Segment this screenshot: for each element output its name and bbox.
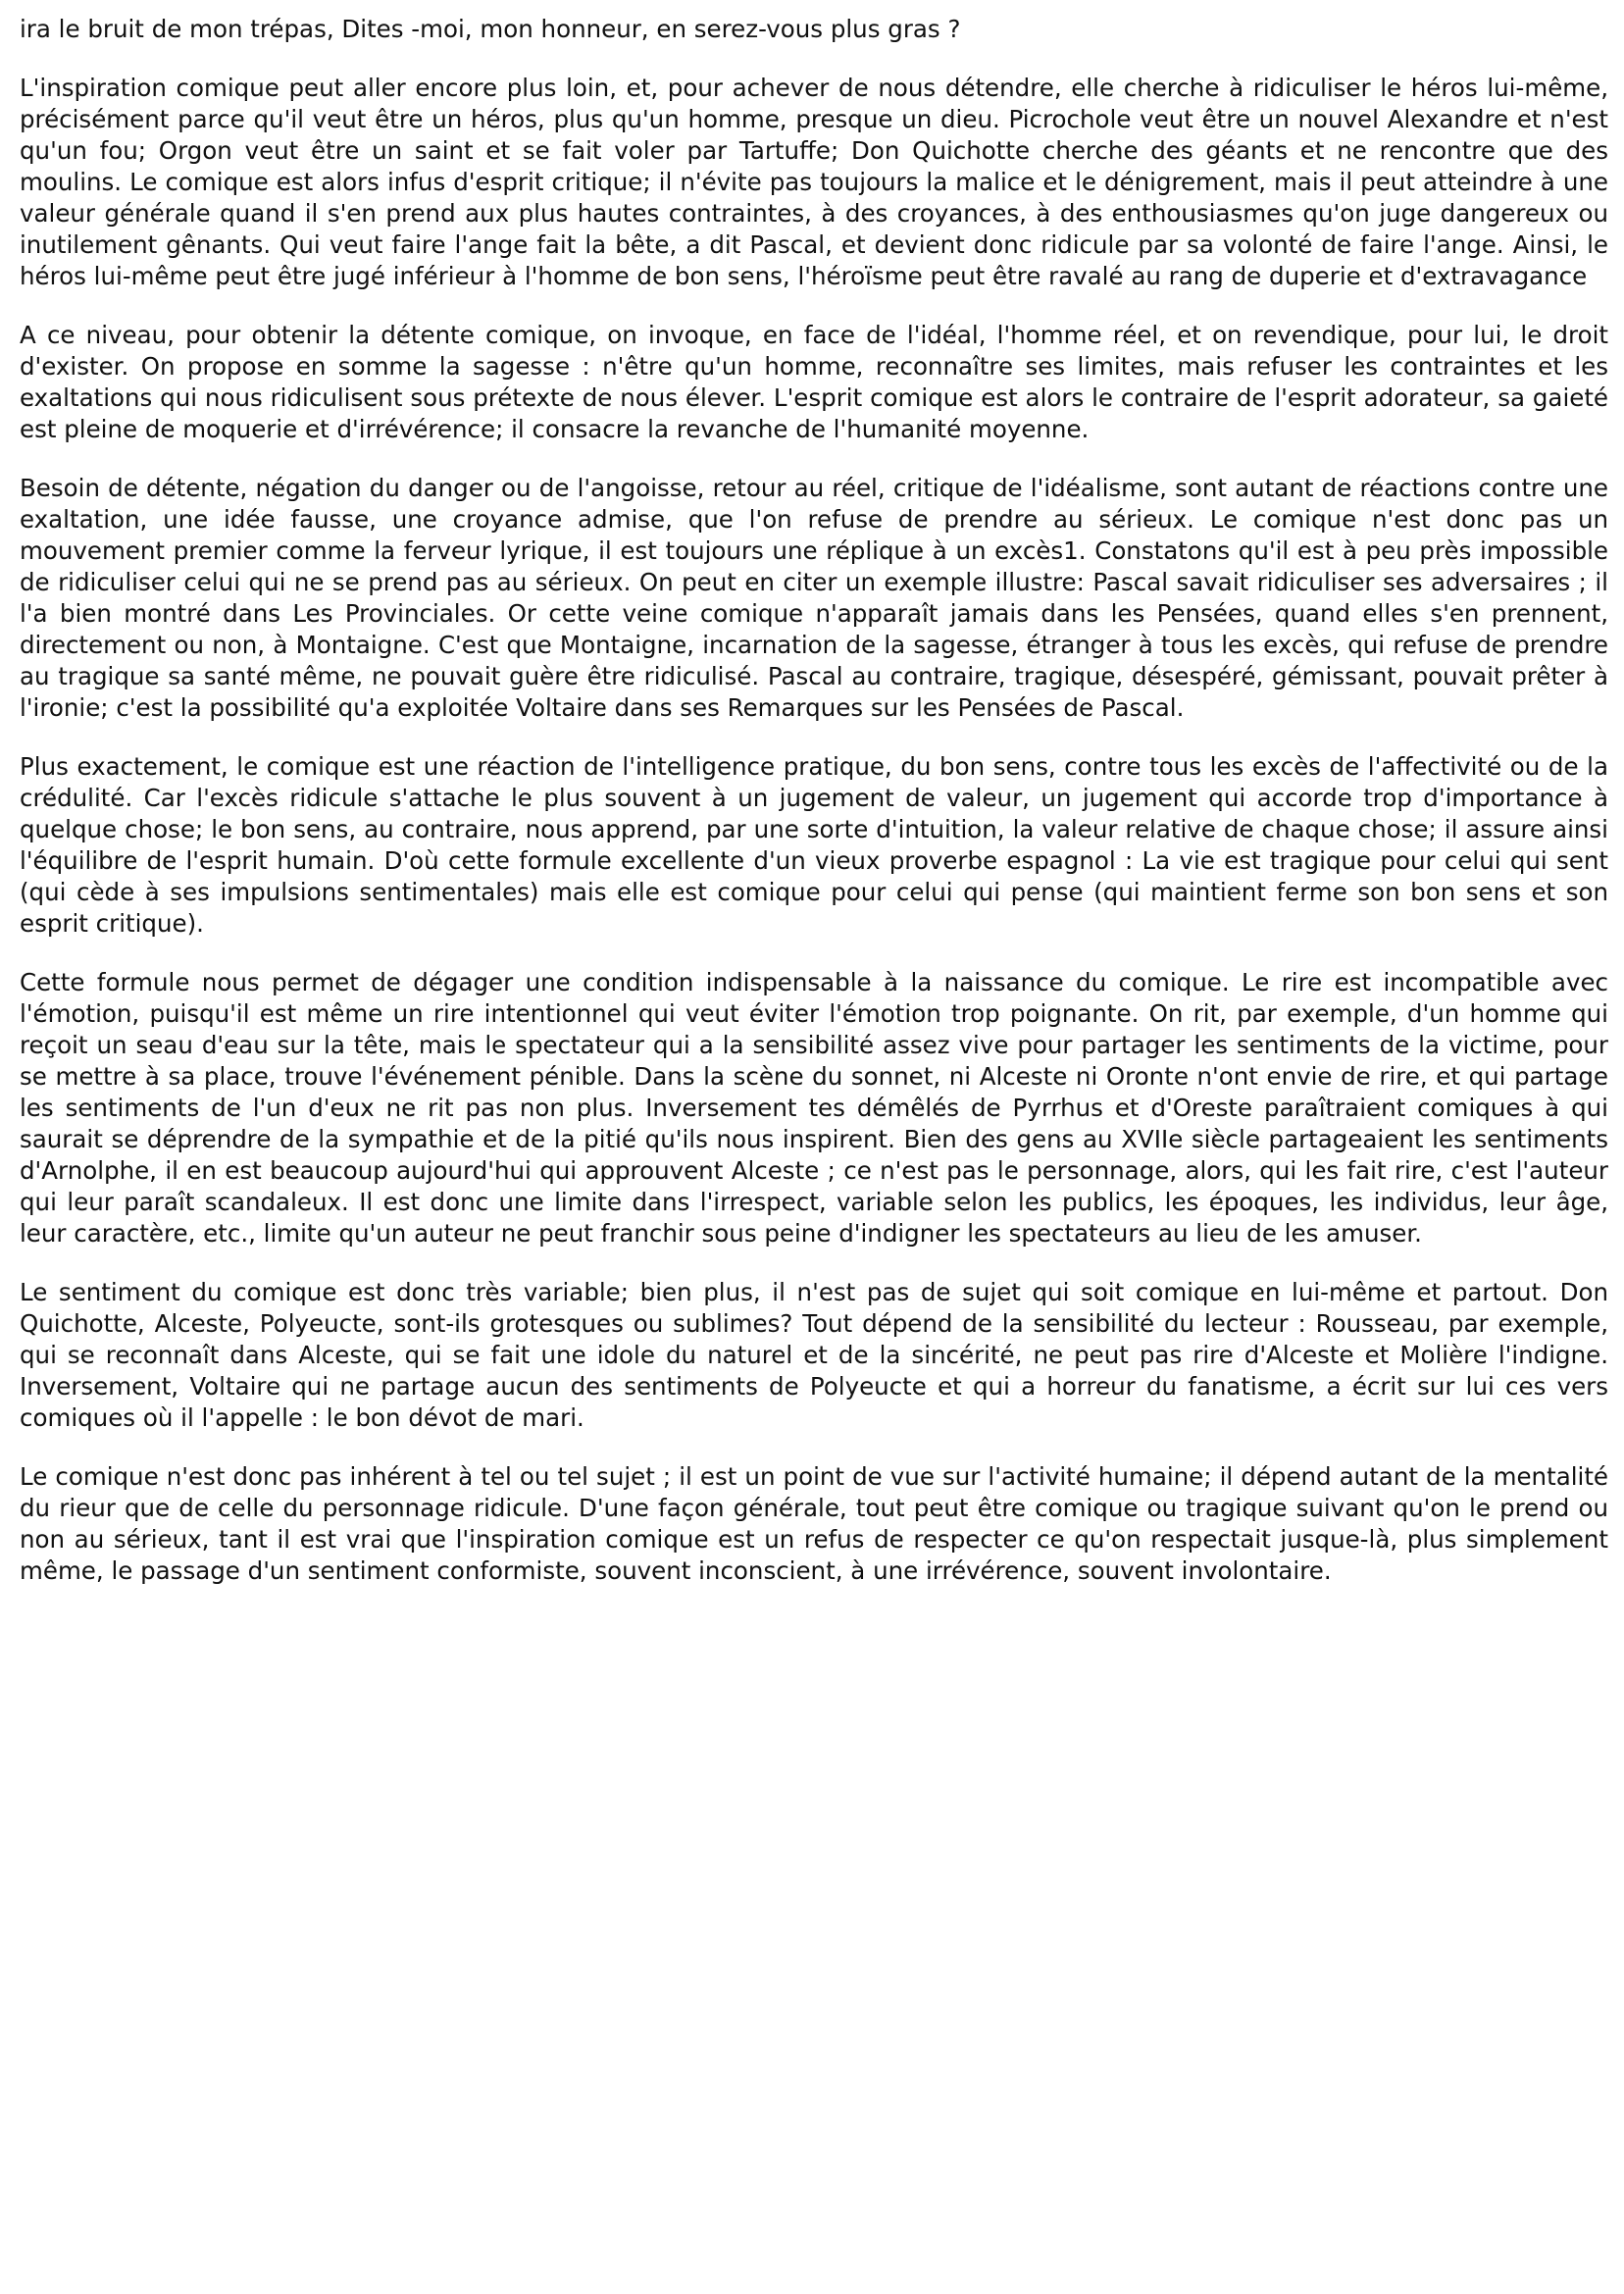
- paragraph-6: Cette formule nous permet de dégager une condition indispensable à la naissance du comique. Le rire est incompatible avec l'émotion, puisqu'il est même un rire intentionnel qui veut éviter l'émotion trop poignante. On rit, par exemple, d'un homme qui reçoit un seau d'eau sur la tête, mais le spectateur qui a la sensibilité assez vive pour partager les sentiments de la victime, pour se mettre à sa place, trouve l'événement pénible. Dans la scène du sonnet, ni Alceste ni Oronte n'ont envie de rire, et qui partage les sentiments de l'un d'eux ne rit pas non plus. Inversement tes démêlés de Pyrrhus et d'Oreste paraîtraient comiques à qui saurait se déprendre de la sympathie et de la pitié qu'ils nous inspirent. Bien des gens au XVIIe siècle partageaient les sentiments d'Arnolphe, il en est beaucoup aujourd'hui qui approuvent Alceste ; ce n'est pas le personnage, alors, qui les fait rire, c'est l'auteur qui leur paraît scandaleux. Il est donc une limite dans l'irrespect, variable selon les publics, les époques, les individus, leur âge, leur caractère, etc., limite qu'un auteur ne peut franchir sous peine d'indigner les spectateurs au lieu de les amuser.: [20, 968, 1608, 1248]
- paragraph-7: Le sentiment du comique est donc très variable; bien plus, il n'est pas de sujet qui soit comique en lui-même et partout. Don Quichotte, Alceste, Polyeucte, sont-ils grotesques ou sublimes? Tout dépend de la sensibilité du lecteur : Rousseau, par exemple, qui se reconnaît dans Alceste, qui se fait une idole du naturel et de la sincérité, ne peut pas rire d'Alceste et Molière l'indigne. Inversement, Voltaire qui ne partage aucun des sentiments de Polyeucte et qui a horreur du fanatisme, a écrit sur lui ces vers comiques où il l'appelle : le bon dévot de mari.: [20, 1278, 1608, 1432]
- paragraph-1: ira le bruit de mon trépas, Dites -moi, mon honneur, en serez-vous plus gras ?: [20, 15, 961, 43]
- paragraph-3: A ce niveau, pour obtenir la détente comique, on invoque, en face de l'idéal, l'homme réel, et on revendique, pour lui, le droit d'exister. On propose en somme la sagesse : n'être qu'un homme, reconnaître ses limites, mais refuser les contraintes et les exaltations qui nous ridiculisent sous prétexte de nous élever. L'esprit comique est alors le contraire de l'esprit adorateur, sa gaieté est pleine de moquerie et d'irrévérence; il consacre la revanche de l'humanité moyenne.: [20, 321, 1608, 443]
- document-page: [20, 14, 1608, 1614]
- paragraph-5: Plus exactement, le comique est une réaction de l'intelligence pratique, du bon sens, contre tous les excès de l'affectivité ou de la crédulité. Car l'excès ridicule s'attache le plus souvent à un jugement de valeur, un jugement qui accorde trop d'importance à quelque chose; le bon sens, au contraire, nous apprend, par une sorte d'intuition, la valeur relative de chaque chose; il assure ainsi l'équilibre de l'esprit humain. D'où cette formule excellente d'un vieux proverbe espagnol : La vie est tragique pour celui qui sent (qui cède à ses impulsions sentimentales) mais elle est comique pour celui qui pense (qui maintient ferme son bon sens et son esprit critique).: [20, 752, 1608, 938]
- paragraph-4: Besoin de détente, négation du danger ou de l'angoisse, retour au réel, critique de l'idéalisme, sont autant de réactions contre une exaltation, une idée fausse, une croyance admise, que l'on refuse de prendre au sérieux. Le comique n'est donc pas un mouvement premier comme la ferveur lyrique, il est toujours une réplique à un excès1. Constatons qu'il est à peu près impossible de ridiculiser celui qui ne se prend pas au sérieux. On peut en citer un exemple illustre: Pascal savait ridiculiser ses adversaires ; il l'a bien montré dans Les Provinciales. Or cette veine comique n'apparaît jamais dans les Pensées, quand elles s'en prennent, directement ou non, à Montaigne. C'est que Montaigne, incarnation de la sagesse, étranger à tous les excès, qui refuse de prendre au tragique sa santé même, ne pouvait guère être ridiculisé. Pascal au contraire, tragique, désespéré, gémissant, pouvait prêter à l'ironie; c'est la possibilité qu'a exploitée Voltaire dans ses Remarques sur les Pensées de Pascal.: [20, 474, 1608, 722]
- paragraph-8: Le comique n'est donc pas inhérent à tel ou tel sujet ; il est un point de vue sur l'activité humaine; il dépend autant de la mentalité du rieur que de celle du personnage ridicule. D'une façon générale, tout peut être comique ou tragique suivant qu'on le prend ou non au sérieux, tant il est vrai que l'inspiration comique est un refus de respecter ce qu'on respectait jusque-là, plus simplement même, le passage d'un sentiment conformiste, souvent inconscient, à une irrévérence, souvent involontaire.: [20, 1462, 1608, 1585]
- paragraph-2: L'inspiration comique peut aller encore plus loin, et, pour achever de nous détendre, elle cherche à ridiculiser le héros lui-même, précisément parce qu'il veut être un héros, plus qu'un homme, presque un dieu. Picrochole veut être un nouvel Alexandre et n'est qu'un fou; Orgon veut être un saint et se fait voler par Tartuffe; Don Quichotte cherche des géants et ne rencontre que des moulins. Le comique est alors infus d'esprit critique; il n'évite pas toujours la malice et le dénigrement, mais il peut atteindre à une valeur générale quand il s'en prend aux plus hautes contraintes, à des croyances, à des enthousiasmes qu'on juge dangereux ou inutilement gênants. Qui veut faire l'ange fait la bête, a dit Pascal, et devient donc ridicule par sa volonté de faire l'ange. Ainsi, le héros lui-même peut être jugé inférieur à l'homme de bon sens, l'héroïsme peut être ravalé au rang de duperie et d'extravagance: [20, 74, 1608, 290]
